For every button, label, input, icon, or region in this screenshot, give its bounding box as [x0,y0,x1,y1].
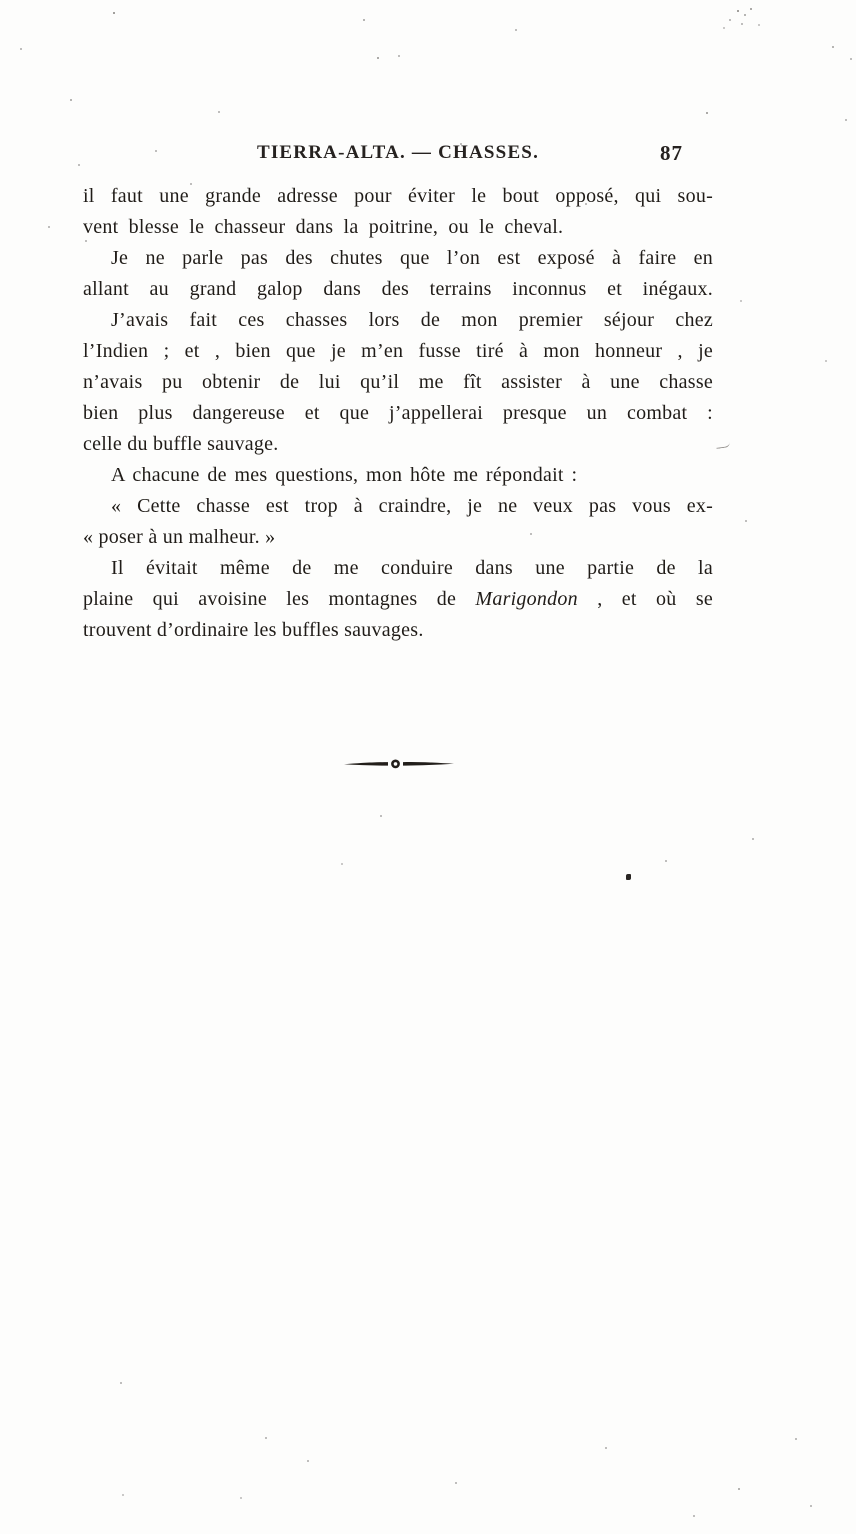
text-line: Il évitait même de me conduire dans une partie de la [111,557,713,579]
text-line: bien plus dangereuse et que j’appellerai presque un combat : [83,402,713,424]
text-line: n’avais pu obtenir de lui qu’il me fît assister à une chasse [83,371,713,393]
text-line [83,584,713,615]
scan-noise-speckles [0,0,2,2]
text-line: « Cette chasse est trop à craindre, je ne veux pas vous ex- [111,495,713,517]
text-line: vent blesse le chasseur dans la poitrine, ou le cheval. [83,216,564,238]
text-line: Je ne parle pas des chutes que l’on est exposé à faire en [111,247,713,269]
pen-mark-artifact [716,442,731,449]
text-line: il faut une grande adresse pour éviter le bout opposé, qui sou- [83,185,713,207]
text-line: celle du buffle sauvage. [83,433,279,455]
running-head [83,142,713,168]
italic-place-name: Marigondon [475,588,578,610]
text-segment: plaine qui avoisine les montagnes de [83,588,476,610]
text-segment: , et où se [577,588,713,610]
text-line: J’avais fait ces chasses lors de mon premier séjour chez [111,309,713,331]
page-number: 87 [660,141,683,165]
text-line: « poser à un malheur. » [83,526,276,548]
section-divider-ornament [344,757,454,771]
text-line: allant au grand galop dans des terrains inconnus et inégaux. [83,278,713,300]
ink-blot-artifact [626,874,631,880]
text-line: A chacune de mes questions, mon hôte me répondait : [111,464,578,486]
text-line: l’Indien ; et , bien que je m’en fusse tiré à mon honneur , je [83,340,713,362]
text-line: trouvent d’ordinaire les buffles sauvages. [83,619,424,641]
body-text-block [83,181,713,646]
chapter-running-title: TIERRA-ALTA. — CHASSES. [256,142,540,163]
